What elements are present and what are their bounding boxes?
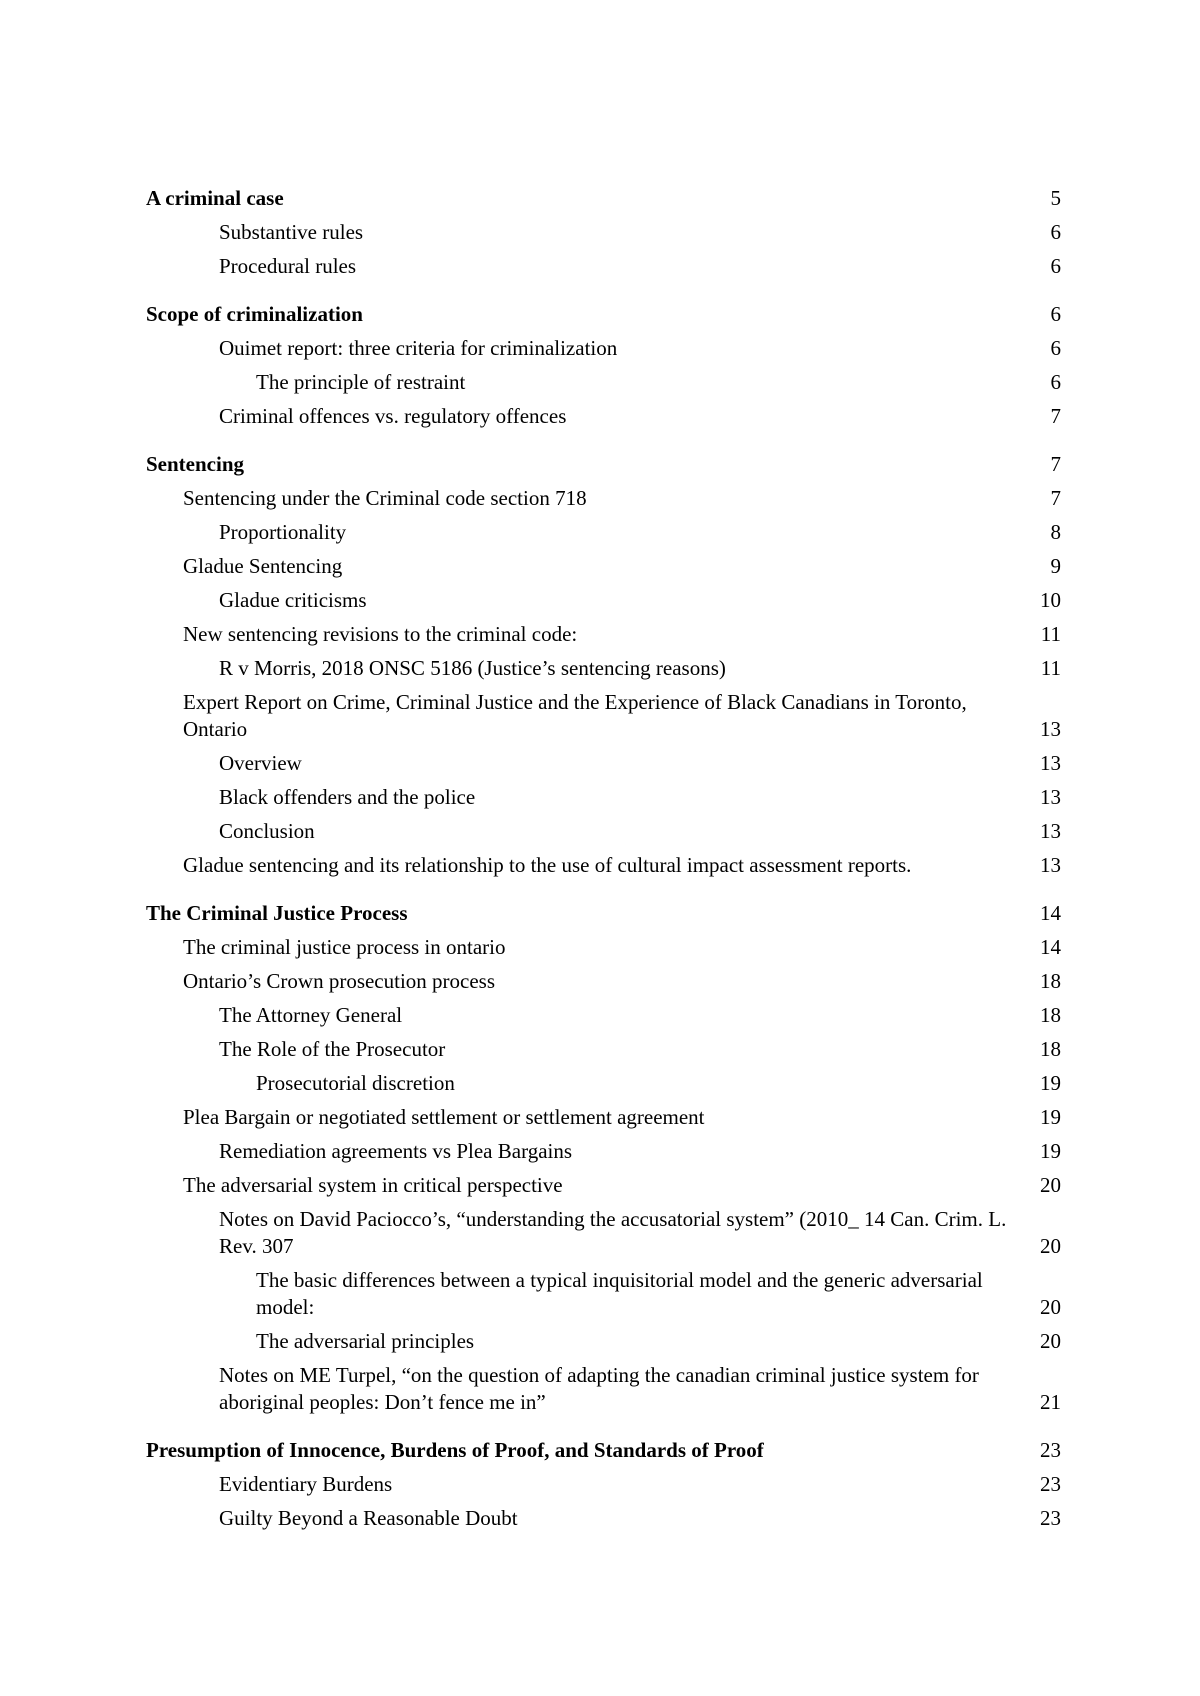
toc-entry-title: Presumption of Innocence, Burdens of Proof, and Standards of Proof (146, 1438, 764, 1462)
toc-entry[interactable] (146, 1328, 1061, 1362)
toc-entry-page-number: 7 (1050, 486, 1061, 510)
toc-entry[interactable] (146, 621, 1061, 655)
toc-entry-page-number: 11 (1040, 622, 1061, 646)
toc-entry[interactable] (146, 587, 1061, 621)
toc-entry-title: Guilty Beyond a Reasonable Doubt (219, 1506, 518, 1530)
toc-entry[interactable] (146, 1206, 1061, 1267)
toc-entry[interactable] (146, 335, 1061, 369)
toc-entry-page-number: 23 (1040, 1506, 1061, 1530)
toc-entry-title: Gladue Sentencing (183, 554, 343, 578)
toc-entry[interactable] (146, 219, 1061, 253)
toc-entry[interactable] (146, 485, 1061, 519)
toc-entry[interactable] (146, 900, 1061, 934)
toc-entry-page-number: 13 (1040, 717, 1061, 741)
toc-entry-page-number: 19 (1040, 1071, 1061, 1095)
toc-entry-title: Procedural rules (219, 254, 357, 278)
toc-entry[interactable] (146, 750, 1061, 784)
toc-entry-page-number: 6 (1050, 370, 1061, 394)
toc-entry[interactable] (146, 1036, 1061, 1070)
toc-entry-page-number: 6 (1050, 336, 1061, 360)
toc-entry-page-number: 23 (1040, 1472, 1061, 1496)
toc-entry-page-number: 10 (1040, 588, 1061, 612)
toc-entry[interactable] (146, 519, 1061, 553)
toc-entry-title: Sentencing (146, 452, 245, 476)
toc-entry-page-number: 6 (1050, 254, 1061, 278)
toc-entry-title: Conclusion (219, 819, 315, 843)
toc-entry-title: The basic differences between a typical inquisitorial model and the generic adversarial model: (256, 1268, 983, 1319)
toc-entry-page-number: 18 (1040, 1037, 1061, 1061)
toc-entry-title: Expert Report on Crime, Criminal Justice and the Experience of Black Canadians in Toronto, Ontario (183, 690, 967, 741)
toc-entry-title: Overview (219, 751, 302, 775)
toc-entry-page-number: 8 (1050, 520, 1061, 544)
toc-entry-page-number: 9 (1050, 554, 1061, 578)
toc-entry-title: Evidentiary Burdens (219, 1472, 393, 1496)
toc-entry[interactable] (146, 1437, 1061, 1471)
toc-entry-title: The criminal justice process in ontario (183, 935, 506, 959)
toc-entry[interactable] (146, 852, 1061, 886)
toc-entry[interactable] (146, 1172, 1061, 1206)
toc-entry-title: Proportionality (219, 520, 347, 544)
toc-entry[interactable] (146, 403, 1061, 437)
toc-entry-page-number: 23 (1040, 1438, 1061, 1462)
toc-entry-page-number: 7 (1050, 404, 1061, 428)
toc-entry-page-number: 7 (1050, 452, 1061, 476)
toc-entry-title: Gladue criticisms (219, 588, 367, 612)
toc-entry-page-number: 20 (1040, 1173, 1061, 1197)
table-of-contents (146, 185, 1061, 1539)
toc-entry-title: The principle of restraint (256, 370, 466, 394)
toc-entry[interactable] (146, 451, 1061, 485)
toc-entry-title: Gladue sentencing and its relationship to the use of cultural impact assessment reports. (183, 853, 912, 877)
toc-entry[interactable] (146, 553, 1061, 587)
toc-entry-title: R v Morris, 2018 ONSC 5186 (Justice’s sentencing reasons) (219, 656, 726, 680)
toc-entry[interactable] (146, 301, 1061, 335)
toc-entry-title: Notes on ME Turpel, “on the question of adapting the canadian criminal justice system for aboriginal peoples: Don’t fence me in” (219, 1363, 979, 1414)
toc-entry[interactable] (146, 689, 1061, 750)
toc-entry-title: The Criminal Justice Process (146, 901, 408, 925)
toc-entry-title: Plea Bargain or negotiated settlement or settlement agreement (183, 1105, 705, 1129)
toc-entry-page-number: 20 (1040, 1234, 1061, 1258)
toc-entry[interactable] (146, 1267, 1061, 1328)
toc-entry-title: Substantive rules (219, 220, 364, 244)
toc-entry-page-number: 14 (1040, 901, 1061, 925)
toc-entry[interactable] (146, 934, 1061, 968)
toc-entry[interactable] (146, 1362, 1061, 1423)
toc-entry[interactable] (146, 655, 1061, 689)
toc-entry-page-number: 14 (1040, 935, 1061, 959)
toc-entry-title: The adversarial principles (256, 1329, 475, 1353)
toc-entry[interactable] (146, 968, 1061, 1002)
toc-entry-page-number: 13 (1040, 785, 1061, 809)
toc-entry[interactable] (146, 1002, 1061, 1036)
toc-entry-title: Remediation agreements vs Plea Bargains (219, 1139, 573, 1163)
toc-entry-title: The Role of the Prosecutor (219, 1037, 446, 1061)
toc-entry[interactable] (146, 253, 1061, 287)
toc-entry-title: Prosecutorial discretion (256, 1071, 455, 1095)
toc-entry-title: Criminal offences vs. regulatory offences (219, 404, 567, 428)
toc-entry-title: A criminal case (146, 186, 284, 210)
toc-entry[interactable] (146, 369, 1061, 403)
toc-entry-page-number: 20 (1040, 1329, 1061, 1353)
toc-entry-page-number: 19 (1040, 1139, 1061, 1163)
toc-entry-page-number: 21 (1040, 1390, 1061, 1414)
toc-entry-page-number: 19 (1040, 1105, 1061, 1129)
toc-entry[interactable] (146, 1104, 1061, 1138)
toc-entry-title: Scope of criminalization (146, 302, 363, 326)
toc-entry-title: Ouimet report: three criteria for criminalization (219, 336, 618, 360)
toc-entry[interactable] (146, 1138, 1061, 1172)
toc-entry[interactable] (146, 1070, 1061, 1104)
toc-entry-page-number: 13 (1040, 853, 1061, 877)
toc-entry-page-number: 18 (1040, 969, 1061, 993)
toc-entry-title: Sentencing under the Criminal code section 718 (183, 486, 587, 510)
toc-entry-title: The Attorney General (219, 1003, 403, 1027)
toc-entry-title: Ontario’s Crown prosecution process (183, 969, 496, 993)
toc-entry-page-number: 5 (1050, 186, 1061, 210)
toc-entry[interactable] (146, 1471, 1061, 1505)
toc-entry-page-number: 11 (1040, 656, 1061, 680)
toc-entry-page-number: 18 (1040, 1003, 1061, 1027)
toc-entry[interactable] (146, 784, 1061, 818)
toc-entry-title: New sentencing revisions to the criminal code: (183, 622, 578, 646)
toc-entry-title: Notes on David Paciocco’s, “understanding the accusatorial system” (2010_ 14 Can. Crim. L. Rev. 307 (219, 1207, 1007, 1258)
toc-entry-page-number: 20 (1040, 1295, 1061, 1319)
toc-entry-title: The adversarial system in critical perspective (183, 1173, 563, 1197)
toc-entry-page-number: 6 (1050, 220, 1061, 244)
toc-entry[interactable] (146, 185, 1061, 219)
toc-entry[interactable] (146, 1505, 1061, 1539)
toc-entry[interactable] (146, 818, 1061, 852)
toc-entry-page-number: 6 (1050, 302, 1061, 326)
toc-entry-title: Black offenders and the police (219, 785, 476, 809)
toc-entry-page-number: 13 (1040, 819, 1061, 843)
toc-entry-page-number: 13 (1040, 751, 1061, 775)
